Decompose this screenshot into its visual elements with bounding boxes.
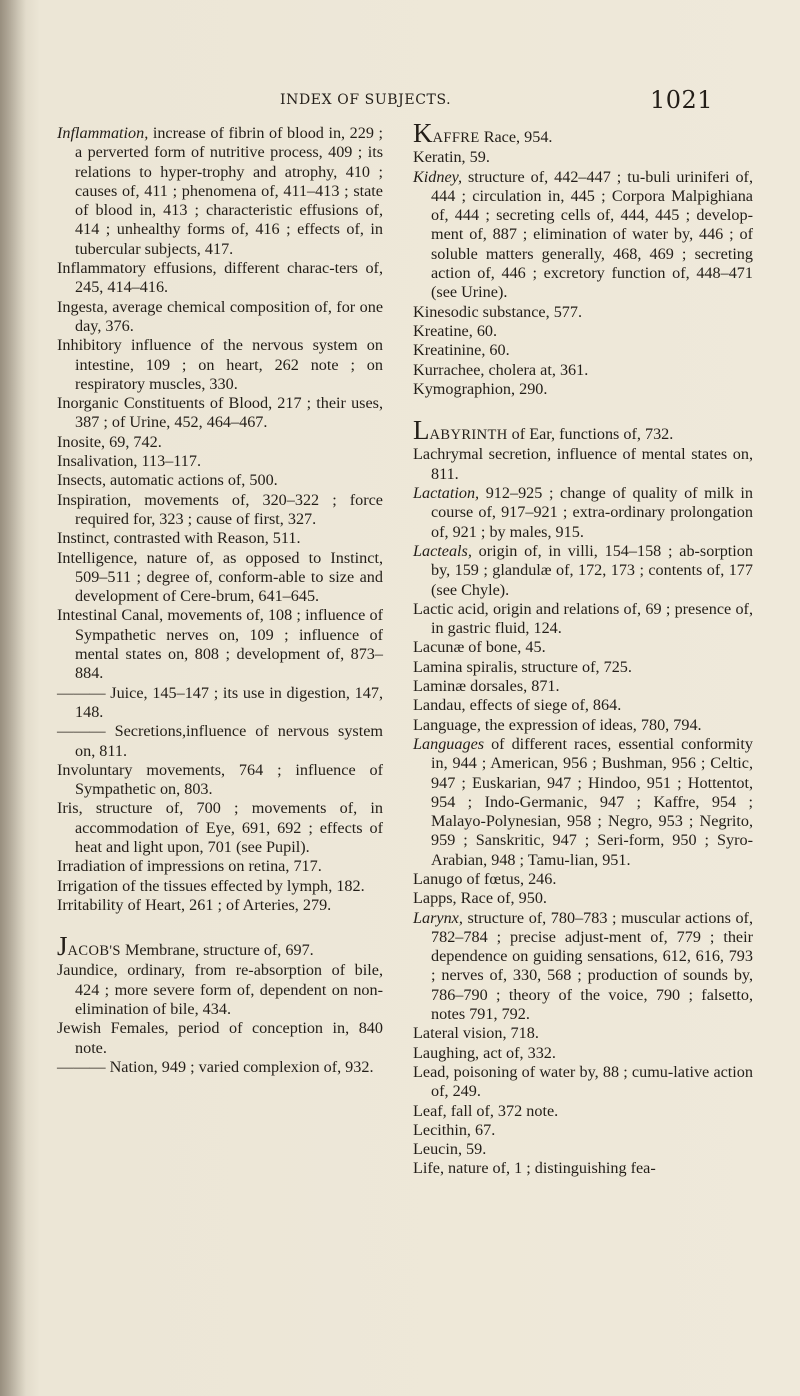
running-title: INDEX OF SUBJECTS. — [280, 92, 452, 108]
index-entry: Larynx, structure of, 780–783 ; muscular actions of, 782–784 ; precise adjust-ment of, 779 ; their dependence on guiding sensations, 612, 616, 793 ; nerves of, 330, 568 ; production of sounds by, 786–790 ; theory of the voice, 790 ; falsetto, notes 791, 792. — [413, 908, 753, 1024]
index-entry: Inflammatory effusions, different charac-ters of, 245, 414–416. — [57, 259, 383, 297]
index-column-right — [413, 118, 753, 1179]
index-entry: ——— Secretions,influence of nervous system on, 811. — [57, 722, 383, 760]
section-gap — [413, 399, 753, 421]
index-entry: Lead, poisoning of water by, 88 ; cumu-lative action of, 249. — [413, 1062, 753, 1101]
index-entry: Kurrachee, cholera at, 361. — [413, 360, 589, 379]
index-entry: Lachrymal secretion, influence of mental states on, 811. — [413, 445, 753, 483]
index-entry: Intestinal Canal, movements of, 108 ; influence of Sympathetic nerves on, 109 ; influence of mental states on, 808 ; development of, 873–884. — [57, 606, 383, 683]
index-entry: Inosite, 69, 742. — [57, 432, 162, 451]
index-entry: Inhibitory influence of the nervous system on intestine, 109 ; on heart, 262 note ; on respiratory muscles, 330. — [57, 336, 383, 393]
index-entry: ——— Juice, 145–147 ; its use in digestion, 147, 148. — [57, 683, 383, 721]
index-entry: Instinct, contrasted with Reason, 511. — [57, 529, 301, 548]
index-entry: Lactic acid, origin and relations of, 69 ; presence of, in gastric fluid, 124. — [413, 599, 753, 638]
index-entry: Landau, effects of siege of, 864. — [413, 696, 622, 715]
index-entry: Inspiration, movements of, 320–322 ; force required for, 323 ; cause of first, 327. — [57, 490, 383, 528]
index-entry: Iris, structure of, 700 ; movements of, in accommodation of Eye, 691, 692 ; effects of heat and light upon, 701 (see Pupil). — [57, 799, 383, 856]
index-entry: Lamina spiralis, structure of, 725. — [413, 657, 632, 676]
index-entry: Leucin, 59. — [413, 1140, 487, 1159]
index-entry: Irrigation of the tissues effected by lymph, 182. — [57, 876, 365, 895]
index-entry-section-start: JACOB'S Membrane, structure of, 697. — [57, 931, 314, 962]
index-entry-section-start: KAFFRE Race, 954. — [413, 118, 553, 148]
index-entry: Insects, automatic actions of, 500. — [57, 471, 278, 490]
index-entry: Insalivation, 113–117. — [57, 452, 202, 471]
index-entry: ——— Nation, 949 ; varied complexion of, 932. — [57, 1057, 374, 1076]
index-entry: Lacunæ of bone, 45. — [413, 638, 546, 657]
index-entry: Irritability of Heart, 261 ; of Arteries, 279. — [57, 895, 332, 914]
index-entry: Kreatine, 60. — [413, 321, 498, 340]
binding-shadow — [0, 0, 26, 1396]
index-entry: Jaundice, ordinary, from re-absorption of bile, 424 ; more severe form of, dependent on non-elimination of bile, 434. — [57, 961, 383, 1019]
index-entry: Intelligence, nature of, as opposed to Instinct, 509–511 ; degree of, conform-able to size and development of Cere-brum, 641–645. — [57, 548, 383, 606]
index-entry: Jewish Females, period of conception in, 840 note. — [57, 1019, 383, 1057]
index-entry: Inflammation, increase of fibrin of blood in, 229 ; a perverted form of nutritive process, 409 ; its relations to hyper-trophy and atrophy, 410 ; causes of, 411 ; phenomena of, 411–413 ; state of blood in, 413 ; characteristic effusions of, 414 ; unhealthy forms of, 416 ; effects of, in tubercular subjects, 417. — [57, 124, 383, 258]
index-entry: Involuntary movements, 764 ; influence of Sympathetic on, 803. — [57, 760, 383, 799]
page-header — [0, 86, 800, 122]
index-entry: Lactation, 912–925 ; change of quality of milk in course of, 917–921 ; extra-ordinary prolongation of, 921 ; by males, 915. — [413, 484, 753, 541]
index-entry: Languages of different races, essential conformity in, 944 ; American, 956 ; Bushman, 956 ; Celtic, 947 ; Euskarian, 947 ; Hindoo, 951 ; Hottentot, 954 ; Indo-Germanic, 947 ; Kaffre, 954 ; Malayo-Polynesian, 958 ; Negro, 953 ; Negrito, 959 ; Sanskritic, 947 ; Seri-form, 950 ; Syro-Arabian, 948 ; Tamu-lian, 951. — [413, 734, 753, 869]
index-entry: Life, nature of, 1 ; distinguishing fea- — [413, 1159, 656, 1178]
index-entry: Laminæ dorsales, 871. — [413, 677, 560, 696]
index-column-left — [57, 124, 383, 1077]
index-entry: Lapps, Race of, 950. — [413, 889, 547, 908]
index-entry: Lacteals, origin of, in villi, 154–158 ; ab-sorption by, 159 ; glandulæ of, 172, 173 ; contents of, 177 (see Chyle). — [413, 541, 753, 599]
index-entry: Kreatinine, 60. — [413, 341, 510, 360]
index-entry: Kidney, structure of, 442–447 ; tu-buli uriniferi of, 444 ; circulation in, 445 ; Corpora Malpighiana of, 444 ; secreting cells of, 444, 445 ; develop-ment of, 887 ; elimination of water by, 446 ; of soluble matters generally, 468, 469 ; secreting action of, 446 ; excretory function of, 448–471 (see Urine). — [413, 167, 753, 302]
index-entry: Irradiation of impressions on retina, 717. — [57, 857, 322, 876]
index-entry: Ingesta, average chemical composition of, for one day, 376. — [57, 297, 383, 335]
index-entry: Inorganic Constituents of Blood, 217 ; their uses, 387 ; of Urine, 452, 464–467. — [57, 394, 383, 432]
index-entry-section-start: LABYRINTH of Ear, functions of, 732. — [413, 415, 674, 446]
index-entry: Kymographion, 290. — [413, 379, 548, 398]
section-gap — [57, 915, 383, 937]
index-entry: Kinesodic substance, 577. — [413, 302, 583, 321]
index-entry: Leaf, fall of, 372 note. — [413, 1101, 559, 1120]
page-number: 1021 — [650, 86, 714, 114]
index-entry: Language, the expression of ideas, 780, 794. — [413, 715, 702, 734]
index-entry: Lecithin, 67. — [413, 1120, 496, 1139]
index-entry: Laughing, act of, 332. — [413, 1043, 556, 1062]
index-entry: Lateral vision, 718. — [413, 1024, 539, 1043]
index-entry: Lanugo of fœtus, 246. — [413, 869, 557, 888]
index-entry: Keratin, 59. — [413, 148, 490, 167]
